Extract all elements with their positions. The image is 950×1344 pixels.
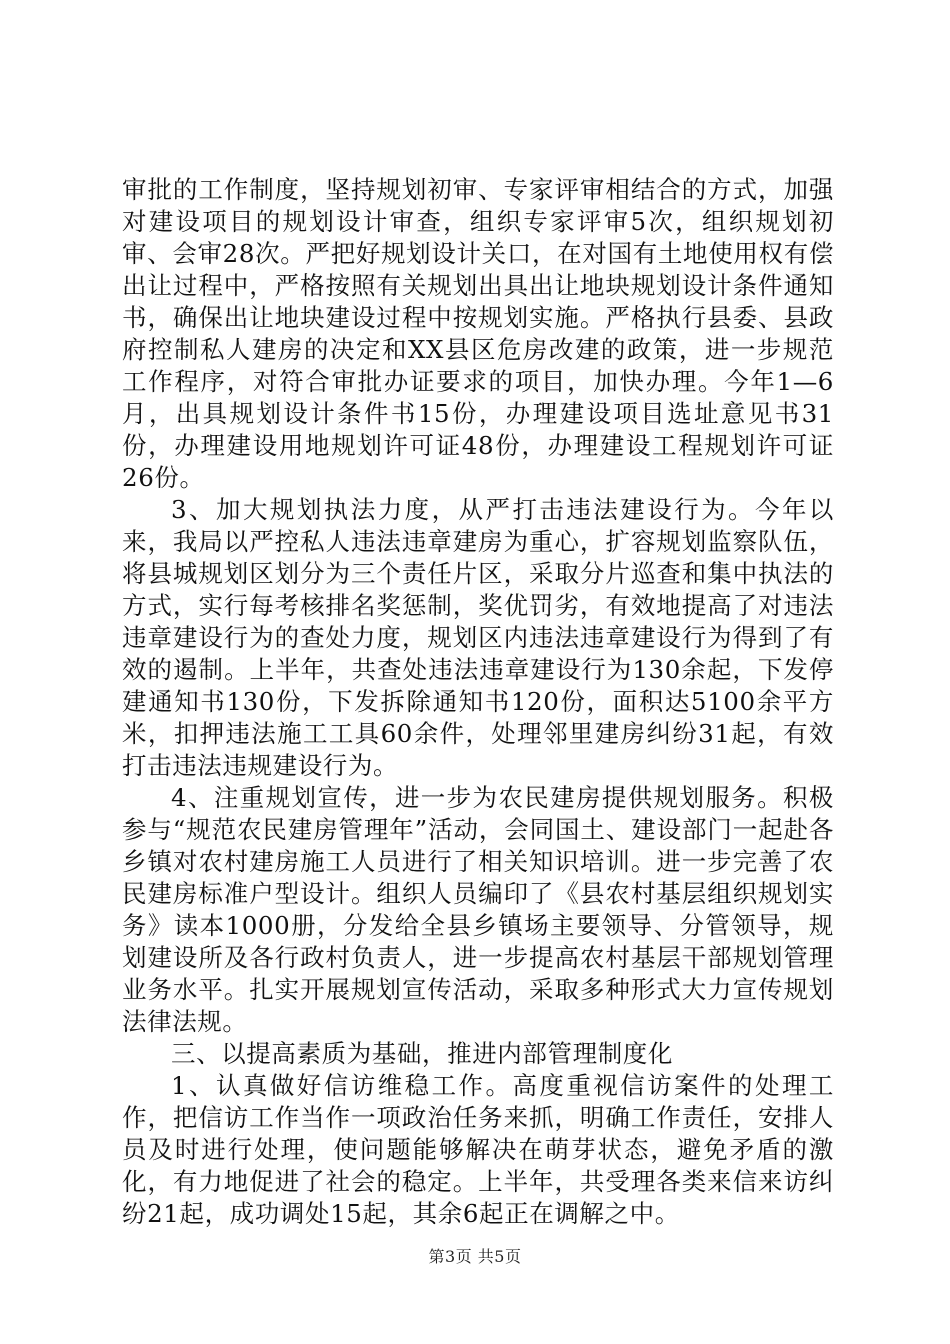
paragraph-approval-system: 审批的工作制度，坚持规划初审、专家评审相结合的方式，加强对建设项目的规划设计审查，组织专家评审5次，组织规划初审、会审28次。严把好规划设计关口，在对国有土地使用权有偿出让过程中，严格按照有关规划出具出让地块规划设计条件通知书，确保出让地块建设过程中按规划实施。严格执行县委、县政府控制私人建房的决定和XX县区危房改建的政策，进一步规范工作程序，对符合审批办证要求的项目，加快办理。今年1—6月，出具规划设计条件书15份，办理建设项目选址意见书31份，办理建设用地规划许可证48份，办理建设工程规划许可证26份。 xyxy=(122,175,834,492)
page-footer xyxy=(0,1244,950,1267)
document-body xyxy=(122,174,834,1230)
section-heading-internal-management: 三、以提高素质为基础，推进内部管理制度化 xyxy=(171,1039,673,1068)
page-number-label: 第3页 共5页 xyxy=(428,1247,522,1266)
paragraph-publicity: 4、注重规划宣传，进一步为农民建房提供规划服务。积极参与“规范农民建房管理年”活动，会同国土、建设部门一起赴各乡镇对农村建房施工人员进行了相关知识培训。进一步完善了农民建房标准户型设计。组织人员编印了《县农村基层组织规划实务》读本1000册，分发给全县乡镇场主要领导、分管领导，规划建设所及各行政村负责人，进一步提高农村基层干部规划管理业务水平。扎实开展规划宣传活动，采取多种形式大力宣传规划法律法规。 xyxy=(122,783,834,1036)
paragraph-petition-work: 1、认真做好信访维稳工作。高度重视信访案件的处理工作，把信访工作当作一项政治任务来抓，明确工作责任，安排人员及时进行处理，使问题能够解决在萌芽状态，避免矛盾的激化，有力地促进了社会的稳定。上半年，共受理各类来信来访纠纷21起，成功调处15起，其余6起正在调解之中。 xyxy=(122,1071,834,1228)
paragraph-enforcement: 3、加大规划执法力度，从严打击违法建设行为。今年以来，我局以严控私人违法违章建房为重心，扩容规划监察队伍，将县城规划区划分为三个责任片区，采取分片巡查和集中执法的方式，实行每考核排名奖惩制，奖优罚劣，有效地提高了对违法违章建设行为的查处力度，规划区内违法违章建设行为得到了有效的遏制。上半年，共查处违法违章建设行为130余起，下发停建通知书130份，下发拆除通知书120份，面积达5100余平方米，扣押违法施工工具60余件，处理邻里建房纠纷31起，有效打击违法违规建设行为。 xyxy=(122,495,834,780)
